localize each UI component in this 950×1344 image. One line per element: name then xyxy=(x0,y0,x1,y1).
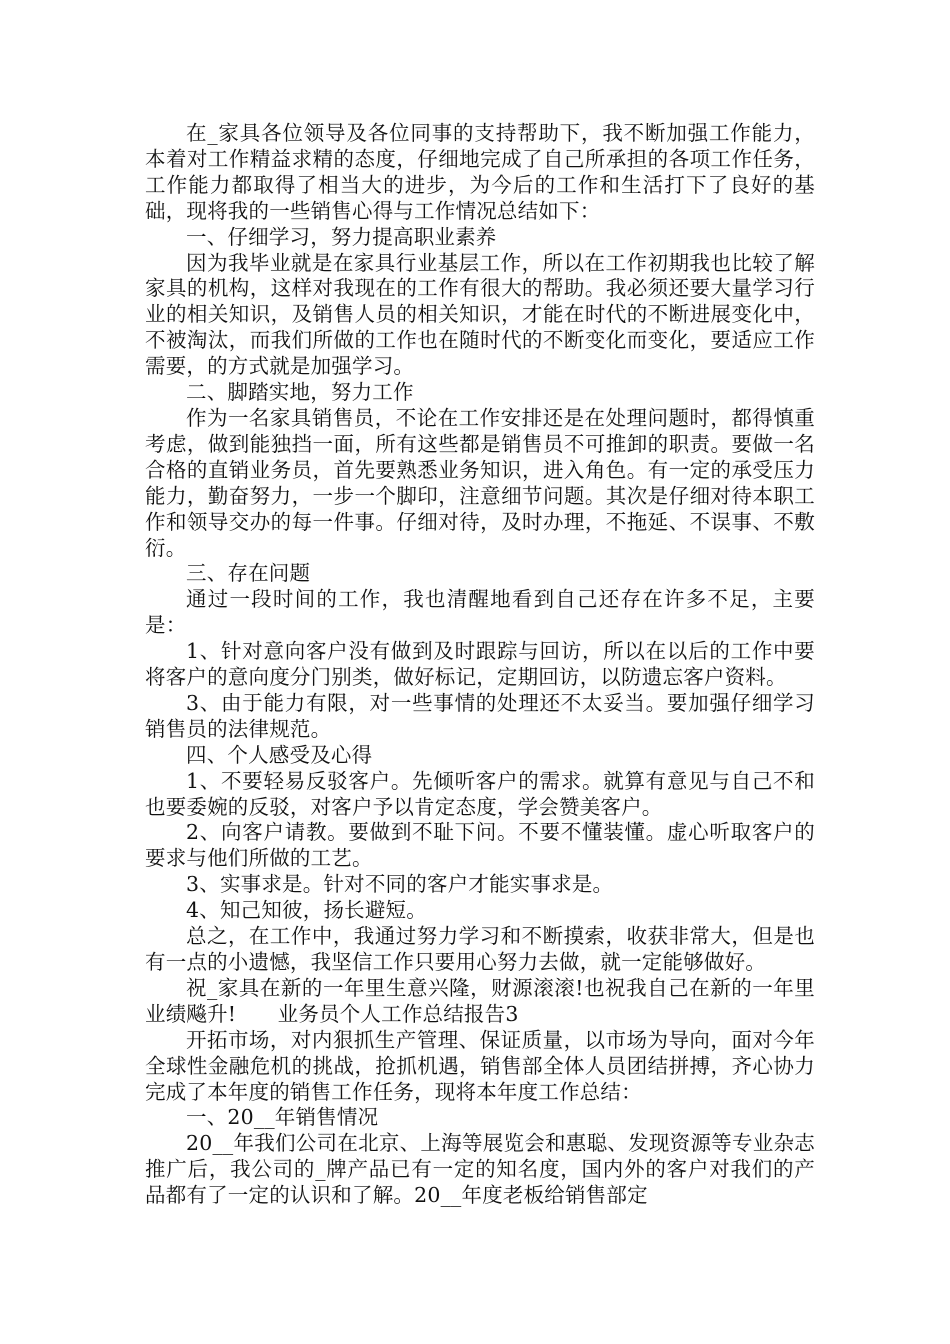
summary-paragraph: 总之，在工作中，我通过努力学习和不断摸索，收获非常大，但是也有一点的小遗憾，我坚信工作只要用心努力去做，就一定能够做好。 xyxy=(145,924,815,974)
report-3-heading-1: 一、20__年销售情况 xyxy=(186,1105,379,1130)
section-heading-3: 三、存在问题 xyxy=(186,561,311,586)
section-1-paragraph: 因为我毕业就是在家具行业基层工作，所以在工作初期我也比较了解家具的机构，这样对我现在的工作有很大的帮助。我必须还要大量学习行业的相关知识，及销售人员的相关知识，才能在时代的不断进展变化中，不被淘汰，而我们所做的工作也在随时代的不断变化而变化，要适应工作需要，的方式就是加强学习。 xyxy=(145,250,815,379)
problem-item-1: 1、针对意向客户没有做到及时跟踪与回访，所以在以后的工作中要将客户的意向度分门别类，做好标记，定期回访，以防遗忘客户资料。 xyxy=(145,639,815,690)
section-heading-1: 一、仔细学习，努力提高职业素养 xyxy=(186,224,497,249)
insight-item-3: 3、实事求是。针对不同的客户才能实事求是。 xyxy=(186,872,614,897)
closing-paragraph: 祝_家具在新的一年里生意兴隆，财源滚滚!也祝我自己在新的一年里业绩飚升! 业务员个人工作总结报告3 xyxy=(145,975,815,1026)
insight-item-2: 2、向客户请教。要做到不耻下问。不要不懂装懂。虚心听取客户的要求与他们所做的工艺。 xyxy=(145,820,815,871)
section-heading-2: 二、脚踏实地，努力工作 xyxy=(186,380,414,405)
insight-item-4: 4、知己知彼，扬长避短。 xyxy=(186,898,427,923)
report-3-paragraph: 20__年我们公司在北京、上海等展览会和惠聪、发现资源等专业杂志推广后，我公司的_牌产品已有一定的知名度，国内外的客户对我们的产品都有了一定的认识和了解。20__年度老板给销售部定 xyxy=(145,1131,815,1208)
insight-item-1: 1、不要轻易反驳客户。先倾听客户的需求。就算有意见与自己不和也要委婉的反驳，对客户予以肯定态度，学会赞美客户。 xyxy=(145,768,815,819)
report-3-intro: 开拓市场，对内狠抓生产管理、保证质量，以市场为导向，面对今年全球性金融危机的挑战，抢抓机遇，销售部全体人员团结拼搏，齐心协力完成了本年度的销售工作任务，现将本年度工作总结： xyxy=(145,1027,815,1104)
section-2-paragraph: 作为一名家具销售员，不论在工作安排还是在处理问题时，都得慎重考虑，做到能独挡一面，所有这些都是销售员不可推卸的职责。要做一名合格的直销业务员，首先要熟悉业务知识，进入角色。有一定的承受压力能力，勤奋努力，一步一个脚印，注意细节问题。其次是仔细对待本职工作和领导交办的每一件事。仔细对待，及时办理，不拖延、不误事、不敷衍。 xyxy=(145,405,815,560)
document-body xyxy=(145,121,815,1209)
section-heading-4: 四、个人感受及心得 xyxy=(186,742,373,767)
section-3-intro: 通过一段时间的工作，我也清醒地看到自己还存在许多不足，主要是： xyxy=(145,587,815,638)
problem-item-3: 3、由于能力有限，对一些事情的处理还不太妥当。要加强仔细学习销售员的法律规范。 xyxy=(145,690,815,741)
intro-paragraph: 在_家具各位领导及各位同事的支持帮助下，我不断加强工作能力，本着对工作精益求精的态度，仔细地完成了自己所承担的各项工作任务，工作能力都取得了相当大的进步，为今后的工作和生活打下了良好的基础，现将我的一些销售心得与工作情况总结如下： xyxy=(145,121,815,223)
